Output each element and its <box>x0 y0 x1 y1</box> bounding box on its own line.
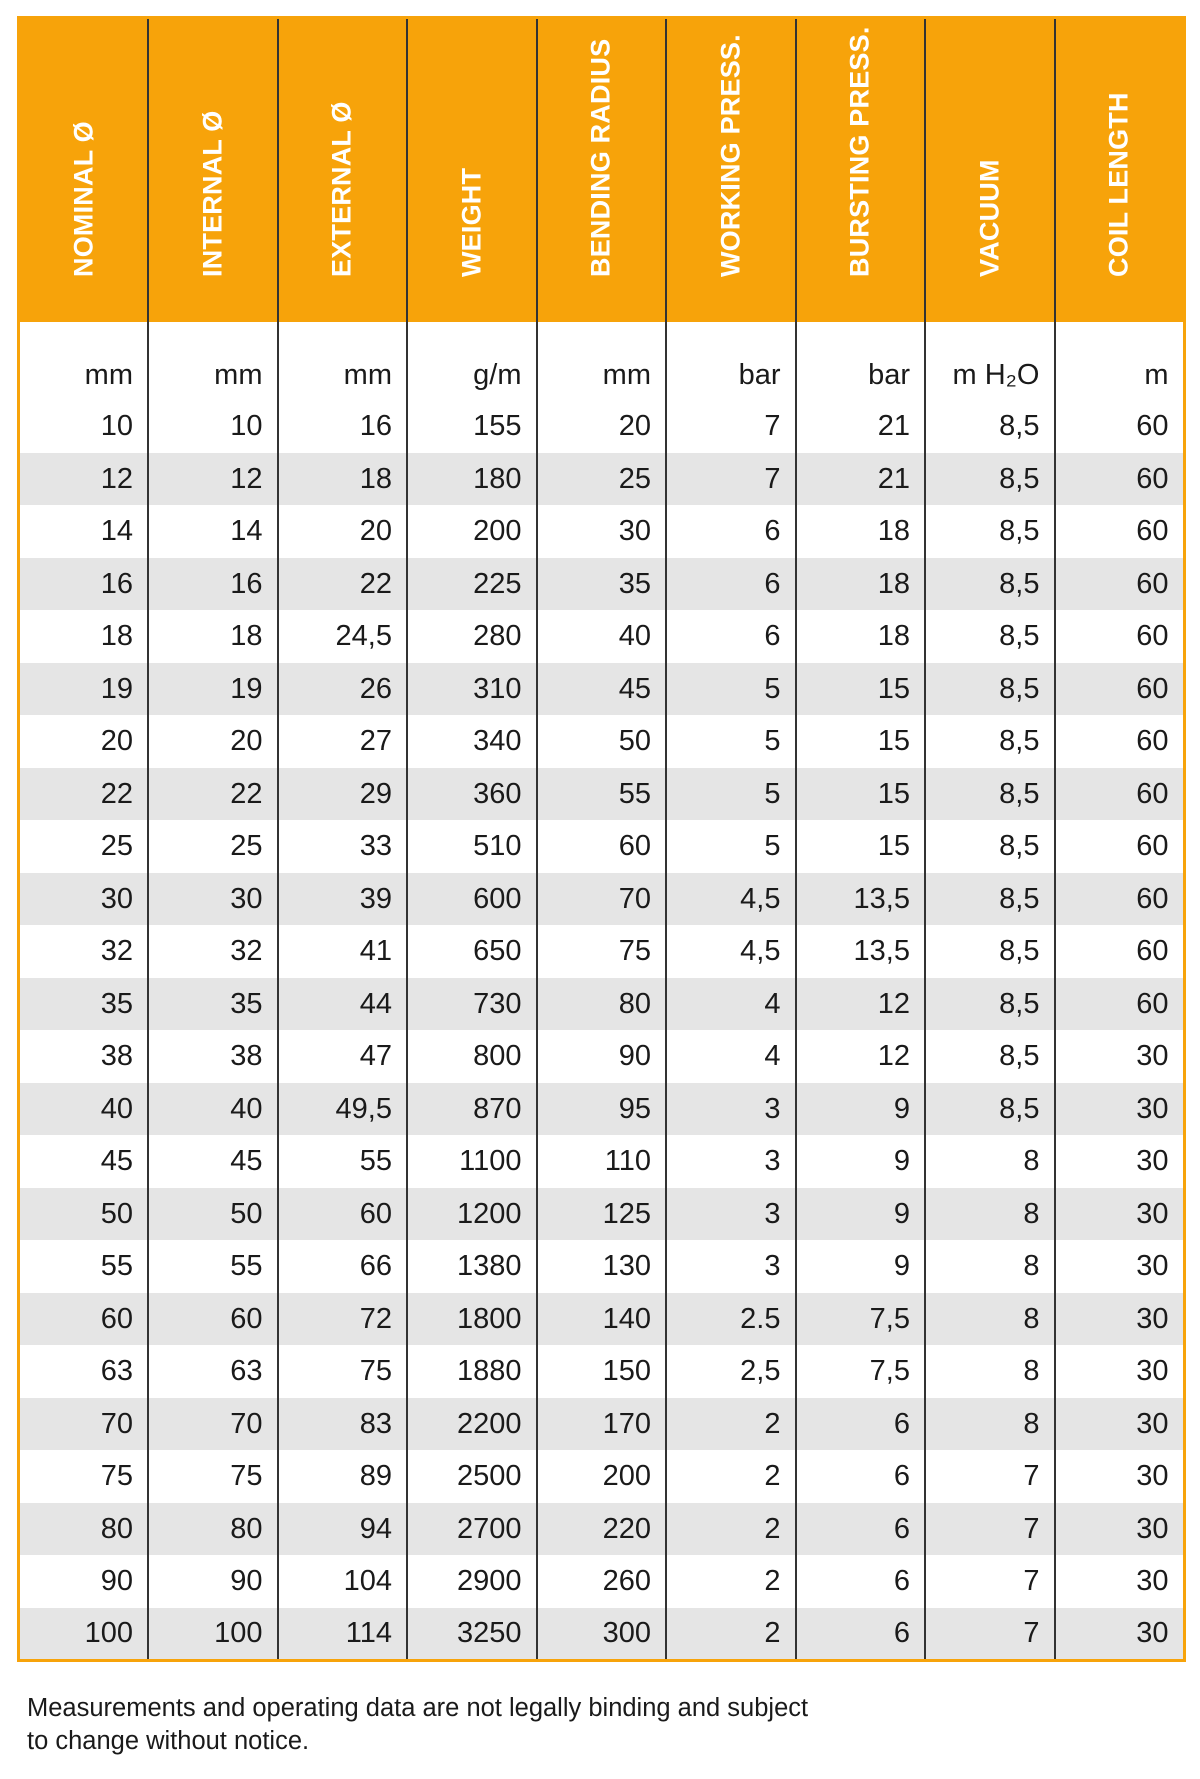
table-cell: 104 <box>278 1555 408 1608</box>
table-cell: 30 <box>100 882 133 915</box>
table-cell: 60 <box>1055 400 1185 453</box>
table-cell: 18 <box>278 453 408 506</box>
table-cell: 75 <box>278 1345 408 1398</box>
table-cell: 9 <box>796 1083 926 1136</box>
table-cell: 8 <box>925 1135 1055 1188</box>
column-header-bursting-pressure: BURSTING PRESS. <box>796 18 926 322</box>
table-cell: 25 <box>100 830 133 862</box>
table-cell: 1200 <box>407 1188 537 1241</box>
table-cell: 9 <box>796 1188 926 1241</box>
table-cell: 3 <box>666 1083 796 1136</box>
unit-cell: m <box>1055 322 1185 401</box>
table-cell: 2900 <box>407 1555 537 1608</box>
table-cell: 50 <box>100 1197 133 1230</box>
table-cell: 39 <box>278 873 408 926</box>
table-cell: 3 <box>666 1188 796 1241</box>
table-row <box>19 610 1185 663</box>
table-cell: 22 <box>278 558 408 611</box>
table-cell: 800 <box>407 1030 537 1083</box>
table-cell: 2500 <box>407 1450 537 1503</box>
hose-specification-table <box>17 16 1186 1662</box>
unit-cell: m H₂O <box>925 322 1055 401</box>
table-cell: 20 <box>278 505 408 558</box>
table-cell: 7 <box>925 1555 1055 1608</box>
table-row <box>19 1503 1185 1556</box>
table-cell: 5 <box>666 663 796 716</box>
table-row <box>19 1450 1185 1503</box>
table-cell: 60 <box>100 1302 133 1335</box>
table-cell: 7 <box>925 1608 1055 1661</box>
table-cell: 8 <box>925 1398 1055 1451</box>
table-cell: 8 <box>925 1345 1055 1398</box>
table-cell: 45 <box>100 1145 133 1177</box>
table-cell: 32 <box>148 925 278 978</box>
table-cell: 100 <box>148 1608 278 1661</box>
table-cell: 8,5 <box>925 505 1055 558</box>
table-cell: 8,5 <box>925 768 1055 821</box>
column-header-internal-diameter: INTERNAL Ø <box>148 18 278 322</box>
table-cell: 22 <box>100 777 133 810</box>
table-cell: 32 <box>100 935 133 967</box>
table-cell: 70 <box>148 1398 278 1451</box>
table-cell: 30 <box>537 505 667 558</box>
table-cell: 10 <box>100 410 133 442</box>
table-cell: 18 <box>796 558 926 611</box>
table-cell: 55 <box>537 768 667 821</box>
header-row <box>19 18 1185 322</box>
table-cell: 1100 <box>407 1135 537 1188</box>
table-cell: 90 <box>148 1555 278 1608</box>
table-cell: 8,5 <box>925 820 1055 873</box>
table-cell: 130 <box>537 1240 667 1293</box>
table-cell: 1380 <box>407 1240 537 1293</box>
table-cell: 20 <box>537 400 667 453</box>
table-cell: 3250 <box>407 1608 537 1661</box>
table-cell: 7 <box>666 400 796 453</box>
table-cell: 80 <box>148 1503 278 1556</box>
table-cell: 2.5 <box>666 1293 796 1346</box>
table-cell: 5 <box>666 768 796 821</box>
table-cell: 2700 <box>407 1503 537 1556</box>
table-cell: 27 <box>278 715 408 768</box>
table-cell: 21 <box>796 400 926 453</box>
table-cell: 30 <box>1055 1083 1185 1136</box>
table-cell: 2 <box>666 1608 796 1661</box>
table-cell: 25 <box>148 820 278 873</box>
table-cell: 25 <box>537 453 667 506</box>
footnote-line-2: to change without notice. <box>27 1727 310 1755</box>
table-cell: 60 <box>1055 978 1185 1031</box>
table-cell: 16 <box>100 567 133 600</box>
table-row <box>19 925 1185 978</box>
table-cell: 13,5 <box>796 925 926 978</box>
table-cell: 8,5 <box>925 1030 1055 1083</box>
table-cell: 870 <box>407 1083 537 1136</box>
table-cell: 12 <box>100 462 133 495</box>
unit-cell: bar <box>796 322 926 401</box>
table-cell: 30 <box>1055 1293 1185 1346</box>
table-cell: 6 <box>666 558 796 611</box>
column-header-vacuum: VACUUM <box>925 18 1055 322</box>
table-cell: 8 <box>925 1293 1055 1346</box>
table-cell: 8,5 <box>925 1083 1055 1136</box>
table-cell: 60 <box>1055 820 1185 873</box>
table-cell: 220 <box>537 1503 667 1556</box>
unit-cell: g/m <box>407 322 537 401</box>
table-cell: 26 <box>278 663 408 716</box>
table-cell: 50 <box>537 715 667 768</box>
table-row <box>19 820 1185 873</box>
table-cell: 8,5 <box>925 978 1055 1031</box>
table-cell: 30 <box>1055 1240 1185 1293</box>
table-cell: 70 <box>537 873 667 926</box>
table-cell: 730 <box>407 978 537 1031</box>
table-cell: 22 <box>148 768 278 821</box>
table-cell: 6 <box>796 1450 926 1503</box>
table-cell: 18 <box>100 620 133 652</box>
column-header-external-diameter: EXTERNAL Ø <box>278 18 408 322</box>
table-cell: 2 <box>666 1555 796 1608</box>
table-cell: 14 <box>100 515 133 547</box>
table-cell: 200 <box>407 505 537 558</box>
table-row <box>19 663 1185 716</box>
table-cell: 8 <box>925 1240 1055 1293</box>
table-cell: 30 <box>1055 1345 1185 1398</box>
table-cell: 12 <box>796 978 926 1031</box>
table-cell: 60 <box>1055 925 1185 978</box>
table-cell: 360 <box>407 768 537 821</box>
table-cell: 75 <box>100 1460 133 1492</box>
table-cell: 50 <box>148 1188 278 1241</box>
table-cell: 38 <box>148 1030 278 1083</box>
table-cell: 15 <box>796 715 926 768</box>
table-cell: 38 <box>100 1040 133 1072</box>
table-cell: 55 <box>148 1240 278 1293</box>
table-cell: 12 <box>148 453 278 506</box>
table-cell: 55 <box>278 1135 408 1188</box>
table-cell: 20 <box>100 725 133 757</box>
table-row <box>19 1293 1185 1346</box>
table-cell: 12 <box>796 1030 926 1083</box>
table-cell: 8,5 <box>925 925 1055 978</box>
table-cell: 8,5 <box>925 453 1055 506</box>
table-cell: 30 <box>1055 1450 1185 1503</box>
table-cell: 30 <box>1055 1608 1185 1661</box>
table-cell: 60 <box>1055 663 1185 716</box>
table-cell: 60 <box>1055 558 1185 611</box>
table-cell: 140 <box>537 1293 667 1346</box>
table-cell: 80 <box>100 1512 133 1545</box>
table-cell: 7 <box>925 1450 1055 1503</box>
column-header-weight: WEIGHT <box>407 18 537 322</box>
table-row <box>19 768 1185 821</box>
table-row <box>19 1555 1185 1608</box>
table-cell: 4 <box>666 978 796 1031</box>
table-row <box>19 1083 1185 1136</box>
table-cell: 19 <box>148 663 278 716</box>
table-cell: 15 <box>796 768 926 821</box>
table-cell: 3 <box>666 1240 796 1293</box>
table-cell: 8,5 <box>925 663 1055 716</box>
table-row <box>19 1608 1185 1661</box>
table-cell: 30 <box>1055 1030 1185 1083</box>
table-cell: 7 <box>666 453 796 506</box>
table-cell: 40 <box>537 610 667 663</box>
table-cell: 4 <box>666 1030 796 1083</box>
table-row <box>19 400 1185 453</box>
table-cell: 18 <box>148 610 278 663</box>
table-cell: 225 <box>407 558 537 611</box>
table-cell: 200 <box>537 1450 667 1503</box>
table-cell: 44 <box>278 978 408 1031</box>
column-header-working-pressure: WORKING PRESS. <box>666 18 796 322</box>
table-cell: 30 <box>1055 1503 1185 1556</box>
table-cell: 8,5 <box>925 873 1055 926</box>
table-row <box>19 873 1185 926</box>
table-cell: 10 <box>148 400 278 453</box>
table-cell: 41 <box>278 925 408 978</box>
table-cell: 114 <box>278 1608 408 1661</box>
table-cell: 30 <box>1055 1555 1185 1608</box>
table-cell: 24,5 <box>278 610 408 663</box>
table-cell: 60 <box>278 1188 408 1241</box>
table-cell: 60 <box>1055 873 1185 926</box>
table-cell: 18 <box>796 505 926 558</box>
table-cell: 49,5 <box>278 1083 408 1136</box>
table-cell: 90 <box>100 1565 133 1597</box>
table-cell: 125 <box>537 1188 667 1241</box>
table-cell: 29 <box>278 768 408 821</box>
table-cell: 89 <box>278 1450 408 1503</box>
table-row <box>19 1345 1185 1398</box>
table-cell: 300 <box>537 1608 667 1661</box>
table-row <box>19 1240 1185 1293</box>
table-row <box>19 715 1185 768</box>
table-cell: 110 <box>537 1135 667 1188</box>
table-cell: 8,5 <box>925 610 1055 663</box>
table-cell: 8,5 <box>925 558 1055 611</box>
table-cell: 6 <box>666 505 796 558</box>
disclaimer-footnote <box>27 1692 927 1758</box>
table-cell: 30 <box>1055 1398 1185 1451</box>
table-cell: 15 <box>796 663 926 716</box>
table-cell: 35 <box>100 987 133 1020</box>
table-cell: 180 <box>407 453 537 506</box>
table-cell: 33 <box>278 820 408 873</box>
table-cell: 2 <box>666 1503 796 1556</box>
table-cell: 170 <box>537 1398 667 1451</box>
table-cell: 60 <box>1055 768 1185 821</box>
table-cell: 9 <box>796 1135 926 1188</box>
table-cell: 100 <box>84 1616 133 1649</box>
table-cell: 66 <box>278 1240 408 1293</box>
table-cell: 4,5 <box>666 873 796 926</box>
table-cell: 8 <box>925 1188 1055 1241</box>
table-cell: 8,5 <box>925 400 1055 453</box>
table-cell: 45 <box>537 663 667 716</box>
table-cell: 2,5 <box>666 1345 796 1398</box>
table-cell: 510 <box>407 820 537 873</box>
table-cell: 21 <box>796 453 926 506</box>
table-row <box>19 978 1185 1031</box>
table-cell: 3 <box>666 1135 796 1188</box>
table-row <box>19 558 1185 611</box>
table-row <box>19 1398 1185 1451</box>
table-cell: 1800 <box>407 1293 537 1346</box>
unit-cell: bar <box>666 322 796 401</box>
table-cell: 650 <box>407 925 537 978</box>
table-cell: 15 <box>796 820 926 873</box>
table-row <box>19 1135 1185 1188</box>
table-cell: 6 <box>796 1608 926 1661</box>
unit-cell: mm <box>84 359 133 392</box>
table-row <box>19 1030 1185 1083</box>
table-cell: 18 <box>796 610 926 663</box>
unit-cell: mm <box>537 322 667 401</box>
table-cell: 70 <box>100 1407 133 1440</box>
table-cell: 40 <box>148 1083 278 1136</box>
table-cell: 2200 <box>407 1398 537 1451</box>
table-cell: 260 <box>537 1555 667 1608</box>
table-cell: 7,5 <box>796 1345 926 1398</box>
table-cell: 35 <box>148 978 278 1031</box>
table-cell: 30 <box>148 873 278 926</box>
table-cell: 2 <box>666 1398 796 1451</box>
table-row <box>19 1188 1185 1241</box>
table-cell: 6 <box>796 1555 926 1608</box>
table-cell: 60 <box>1055 505 1185 558</box>
table-cell: 55 <box>100 1250 133 1282</box>
table-cell: 20 <box>148 715 278 768</box>
table-cell: 19 <box>100 672 133 705</box>
table-cell: 6 <box>796 1503 926 1556</box>
table-cell: 83 <box>278 1398 408 1451</box>
table-cell: 4,5 <box>666 925 796 978</box>
table-cell: 6 <box>796 1398 926 1451</box>
table-cell: 47 <box>278 1030 408 1083</box>
column-header-coil-length: COIL LENGTH <box>1055 18 1185 322</box>
table-cell: 5 <box>666 820 796 873</box>
table-cell: 7 <box>925 1503 1055 1556</box>
table-cell: 45 <box>148 1135 278 1188</box>
table-cell: 90 <box>537 1030 667 1083</box>
units-row <box>19 322 1185 401</box>
table-cell: 60 <box>1055 715 1185 768</box>
table-cell: 600 <box>407 873 537 926</box>
table-cell: 40 <box>100 1092 133 1125</box>
table-cell: 1880 <box>407 1345 537 1398</box>
table-row <box>19 453 1185 506</box>
table-cell: 14 <box>148 505 278 558</box>
table-cell: 6 <box>666 610 796 663</box>
table-cell: 2 <box>666 1450 796 1503</box>
table-cell: 30 <box>1055 1188 1185 1241</box>
table-cell: 7,5 <box>796 1293 926 1346</box>
table-cell: 16 <box>278 400 408 453</box>
table-cell: 75 <box>148 1450 278 1503</box>
table-cell: 60 <box>1055 453 1185 506</box>
table-cell: 16 <box>148 558 278 611</box>
table-row <box>19 505 1185 558</box>
table-cell: 280 <box>407 610 537 663</box>
unit-cell: mm <box>148 322 278 401</box>
table-cell: 8,5 <box>925 715 1055 768</box>
column-header-bending-radius: BENDING RADIUS <box>537 18 667 322</box>
table-cell: 35 <box>537 558 667 611</box>
column-header-nominal-diameter: NOMINAL Ø <box>68 120 98 277</box>
table-cell: 340 <box>407 715 537 768</box>
table-cell: 60 <box>148 1293 278 1346</box>
table-cell: 94 <box>278 1503 408 1556</box>
table-cell: 60 <box>1055 610 1185 663</box>
footnote-line-1: Measurements and operating data are not legally binding and subject <box>27 1694 809 1722</box>
table-cell: 63 <box>148 1345 278 1398</box>
table-cell: 63 <box>100 1355 133 1387</box>
table-cell: 13,5 <box>796 873 926 926</box>
table-cell: 30 <box>1055 1135 1185 1188</box>
table-cell: 9 <box>796 1240 926 1293</box>
table-cell: 80 <box>537 978 667 1031</box>
table-cell: 75 <box>537 925 667 978</box>
table-cell: 310 <box>407 663 537 716</box>
table-cell: 5 <box>666 715 796 768</box>
table-cell: 60 <box>537 820 667 873</box>
table-cell: 72 <box>278 1293 408 1346</box>
table-cell: 150 <box>537 1345 667 1398</box>
table-cell: 95 <box>537 1083 667 1136</box>
table-cell: 155 <box>407 400 537 453</box>
unit-cell: mm <box>278 322 408 401</box>
